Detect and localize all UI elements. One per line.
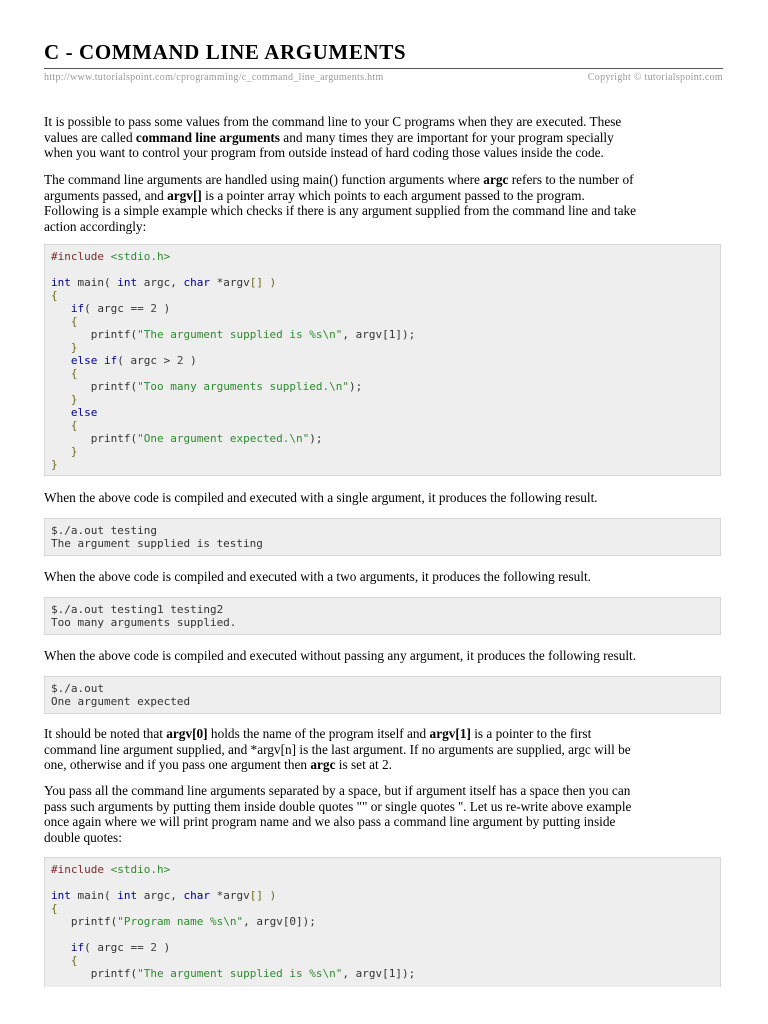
bold-term: argv[1] (429, 726, 471, 741)
code-token: argc, (137, 276, 184, 289)
quoting-paragraph (44, 783, 723, 845)
output-block-3[interactable] (44, 676, 721, 714)
code-token: *argv (209, 276, 250, 289)
code-token: main( (70, 889, 118, 902)
code-token: "Too many arguments supplied.\n" (137, 380, 350, 393)
code-line (45, 380, 720, 393)
code-token: <stdio.h> (103, 863, 171, 876)
text-line: when you want to control your program from outside instead of hard coding those values inside the code. (44, 145, 604, 161)
code-token: int (117, 889, 138, 902)
argv-note-paragraph (44, 726, 723, 773)
output-line: Too many arguments supplied. (51, 616, 237, 629)
text-line: once again where we will print program name and we also pass a command line argument by putting inside (44, 814, 616, 830)
code-token: ( argc > (117, 354, 177, 367)
bold-term: argc (310, 757, 336, 773)
code-line (45, 889, 720, 902)
code-line (45, 250, 720, 263)
code-token: "One argument expected.\n" (137, 432, 310, 445)
code-line (45, 902, 720, 915)
text-line: The command line arguments are handled using main() function arguments where argc refers to the number of (44, 172, 634, 187)
code-line (45, 928, 720, 941)
code-token: , argv[0]); (243, 915, 316, 928)
code-token: char (183, 276, 210, 289)
code-token: ) (156, 302, 171, 315)
text-line: pass such arguments by putting them inside double quotes "" or single quotes ''. Let us re-write above example (44, 798, 632, 814)
code-line (45, 354, 720, 367)
source-bar (44, 68, 723, 86)
bold-term: command line arguments (135, 129, 280, 145)
code-token: [] ) (249, 889, 277, 902)
code-token: printf( (70, 915, 118, 928)
code-token: "Program name %s\n" (117, 915, 244, 928)
code-line (45, 967, 720, 980)
code-token: } (70, 341, 78, 354)
code-token: argc, (137, 889, 184, 902)
code-token: <stdio.h> (103, 250, 171, 263)
text-line: It should be noted that argv[0] holds the name of the program itself and argv[1] is a pointer to the first (44, 726, 592, 741)
code-line (45, 341, 720, 354)
code-token: { (51, 289, 58, 302)
code-line (45, 419, 720, 432)
output-line: $./a.out (51, 682, 104, 695)
text-line: double quotes: (44, 829, 122, 845)
code-token: { (70, 419, 78, 432)
code-token: ); (309, 432, 323, 445)
result-intro-2: When the above code is compiled and executed with a two arguments, it produces the following result. (44, 569, 591, 584)
code-token: ( argc == (84, 941, 151, 954)
page-title: C - COMMAND LINE ARGUMENTS (44, 40, 407, 64)
code-line (45, 876, 720, 889)
argc-argv-paragraph (44, 172, 723, 234)
code-block-example-1[interactable] (44, 244, 721, 476)
code-token: *argv (209, 889, 250, 902)
text-line: action accordingly: (44, 218, 147, 234)
text-line: It is possible to pass some values from the command line to your C programs when they are executed. These (44, 114, 622, 129)
code-token: { (51, 902, 58, 915)
code-token: printf( (90, 380, 138, 393)
code-line (45, 276, 720, 289)
intro-paragraph (44, 114, 723, 161)
output-line: One argument expected (51, 695, 191, 708)
code-block-example-2[interactable] (44, 857, 721, 987)
copyright-notice: Copyright © tutorialspoint.com (587, 72, 723, 83)
code-line (45, 289, 720, 302)
code-token: , argv[1]); (342, 328, 416, 341)
text-line: arguments passed, and argv[] is a pointer array which points to each argument passed to the program. (44, 187, 585, 203)
text-line: values are called command line arguments and many times they are important for your program specially (44, 129, 614, 145)
code-token: int (51, 276, 71, 289)
code-token: ) (183, 354, 197, 367)
code-token: printf( (90, 328, 138, 341)
source-url[interactable]: http://www.tutorialspoint.com/cprogramming/c_command_line_arguments.htm (44, 72, 384, 83)
code-token: #include (51, 250, 104, 263)
code-token: } (70, 445, 78, 458)
text-line: Following is a simple example which checks if there is any argument supplied from the command line and take (44, 203, 637, 219)
code-token: main( (70, 276, 118, 289)
code-token: { (70, 367, 78, 380)
code-token: { (70, 954, 78, 967)
output-line: $./a.out testing (51, 524, 157, 537)
code-line (45, 915, 720, 928)
code-token: printf( (90, 967, 138, 980)
bold-term: argv[] (167, 187, 202, 203)
bold-term: argv[0] (166, 726, 208, 741)
code-token: if (97, 354, 118, 367)
code-token: } (70, 393, 78, 406)
code-line (45, 863, 720, 876)
code-token: 2 (176, 354, 184, 367)
text-line: You pass all the command line arguments separated by a space, but if argument itself has a space then you can (44, 783, 631, 798)
code-token: "The argument supplied is %s\n" (137, 967, 343, 980)
code-token: ( argc == (84, 302, 151, 315)
output-line: $./a.out testing1 testing2 (51, 603, 224, 616)
result-intro-3: When the above code is compiled and executed without passing any argument, it produces the following result. (44, 648, 637, 663)
code-token: char (183, 889, 210, 902)
code-token: if (70, 302, 85, 315)
code-line (45, 445, 720, 458)
code-token: { (70, 315, 78, 328)
code-line (45, 328, 720, 341)
text-line: one, otherwise and if you pass one argument then argc is set at 2. (44, 757, 392, 773)
code-line (45, 302, 720, 315)
code-line (45, 315, 720, 328)
code-line (45, 432, 720, 445)
code-line (45, 941, 720, 954)
code-token: 2 (150, 302, 157, 315)
code-token: "The argument supplied is %s\n" (137, 328, 343, 341)
code-line (45, 393, 720, 406)
result-intro-1: When the above code is compiled and executed with a single argument, it produces the following result. (44, 490, 598, 505)
code-line (45, 367, 720, 380)
text-line: command line argument supplied, and *argv[n] is the last argument. If no arguments are supplied, argc will be (44, 741, 631, 757)
code-token: 2 (150, 941, 157, 954)
code-token: #include (51, 863, 104, 876)
code-line (45, 263, 720, 276)
code-token: int (51, 889, 71, 902)
bold-term: argc (483, 172, 509, 187)
code-line (45, 458, 720, 471)
code-line (45, 406, 720, 419)
code-line (45, 954, 720, 967)
code-token: } (51, 458, 58, 471)
code-token: int (117, 276, 138, 289)
code-token: if (70, 941, 85, 954)
output-block-1[interactable] (44, 518, 721, 556)
output-block-2[interactable] (44, 597, 721, 635)
code-token: [] ) (249, 276, 277, 289)
output-line: The argument supplied is testing (51, 537, 263, 550)
code-token: , argv[1]); (342, 967, 416, 980)
code-token: ) (156, 941, 171, 954)
code-token: ); (349, 380, 363, 393)
code-token: else (70, 354, 98, 367)
code-token: printf( (90, 432, 138, 445)
code-token: else (70, 406, 98, 419)
